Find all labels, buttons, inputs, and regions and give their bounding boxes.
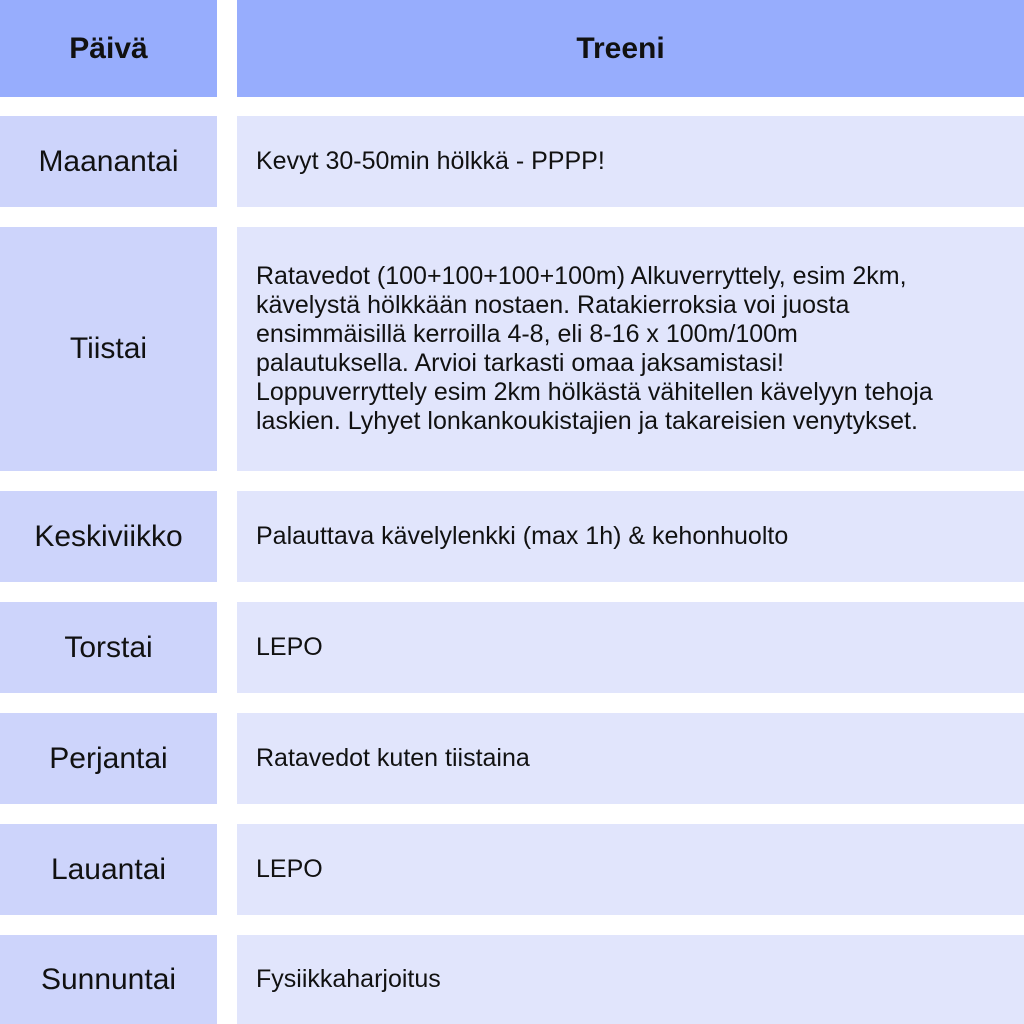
workout-text: Palauttava kävelylenkki (max 1h) & kehonhuolto	[256, 522, 789, 550]
day-label: Perjantai	[49, 741, 168, 775]
workout-cell-saturday	[237, 824, 1024, 915]
day-label: Torstai	[64, 630, 153, 664]
day-label: Lauantai	[50, 852, 167, 886]
workout-text: Ratavedot (100+100+100+100m) Alkuverryttely, esim 2km, kävelystä hölkkään nostaen. Ratakierroksia voi juosta ensimmäisillä kerroilla 4-8, eli 8-16 x 100m/100m palautuksella. Arvioi tarkasti omaa jaksamistasi! Loppuverryttely esim 2km hölkästä vähitellen kävelyyn tehoja laskien. Lyhyet lonkankoukistajien ja takareisien venytykset.	[256, 262, 933, 435]
workout-cell-sunday	[237, 935, 1024, 1024]
header-day	[0, 0, 217, 97]
workout-cell-wednesday	[237, 491, 1024, 582]
workout-text: LEPO	[256, 855, 323, 883]
workout-cell-tuesday	[237, 227, 1024, 471]
workout-text: Ratavedot kuten tiistaina	[256, 744, 530, 772]
day-cell-monday	[0, 116, 217, 207]
day-cell-tuesday	[0, 227, 217, 471]
workout-text: Fysiikkaharjoitus	[256, 965, 441, 993]
day-cell-saturday	[0, 824, 217, 915]
workout-text: Kevyt 30-50min hölkkä - PPPP!	[256, 147, 605, 175]
day-label: Maanantai	[38, 144, 179, 178]
day-cell-sunday	[0, 935, 217, 1024]
day-label: Sunnuntai	[40, 962, 177, 996]
day-cell-friday	[0, 713, 217, 804]
day-label: Tiistai	[69, 332, 148, 365]
day-cell-thursday	[0, 602, 217, 693]
workout-cell-monday	[237, 116, 1024, 207]
workout-cell-friday	[237, 713, 1024, 804]
header-workout	[237, 0, 1024, 97]
workout-text: LEPO	[256, 633, 323, 661]
day-cell-wednesday	[0, 491, 217, 582]
workout-cell-thursday	[237, 602, 1024, 693]
day-label: Keskiviikko	[34, 519, 183, 553]
header-workout-label: Treeni	[576, 32, 665, 65]
header-day-label: Päivä	[69, 31, 148, 65]
